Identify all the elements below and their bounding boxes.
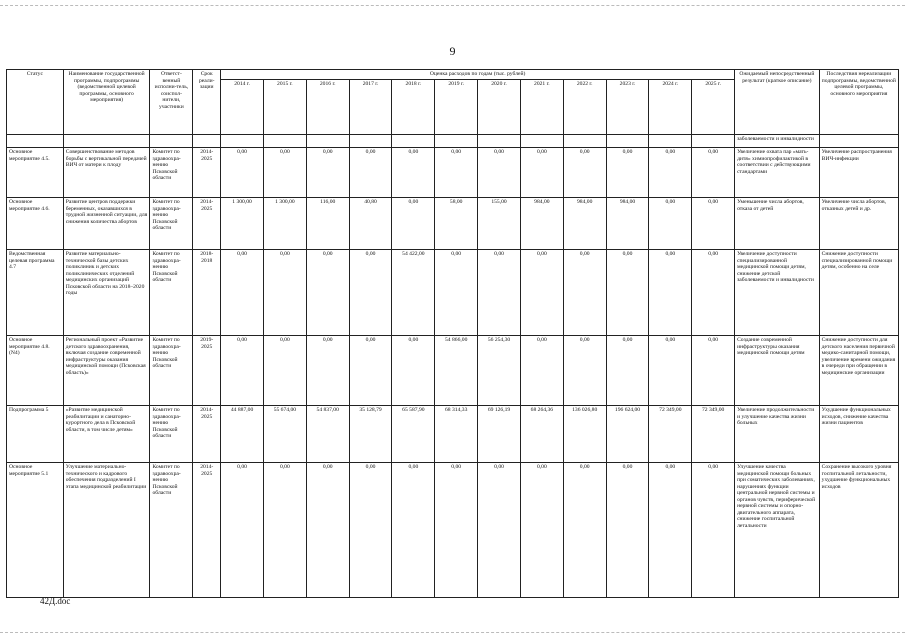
row-year-value: 0,00 xyxy=(349,148,392,198)
row-status: Подпрограмма 5 xyxy=(7,406,64,463)
row-year-value: 0,00 xyxy=(263,250,306,336)
header-year: 2020 г. xyxy=(478,80,521,135)
row-year-value: 54 866,00 xyxy=(435,336,478,406)
row-program-name: Развитие материально-технической базы детских поликлиник и детских поликлинических отделений медицинских организаций Псковской области на 2018–2020 годы xyxy=(63,250,150,336)
row-year-value: 0,00 xyxy=(392,198,435,250)
row-year-value: 0,00 xyxy=(563,463,606,598)
row-year-value: 0,00 xyxy=(478,148,521,198)
row-year-value: 0,00 xyxy=(263,336,306,406)
row-program-name: Совершенствование методов борьбы с вертикальной передачей ВИЧ от матери к плоду xyxy=(63,148,150,198)
row-year-value: 0,00 xyxy=(520,336,563,406)
table-row xyxy=(7,406,899,463)
row-year-value: 68 264,36 xyxy=(520,406,563,463)
row-term: 2014-2025 xyxy=(193,406,221,463)
row-year-value: 0,00 xyxy=(306,250,349,336)
row-year-value: 54 837,00 xyxy=(306,406,349,463)
row-year-value: 65 587,90 xyxy=(392,406,435,463)
header-consequences: Последствия нереализации подпрограммы, ведомственной целевой программы, основного мероприятия xyxy=(819,70,898,135)
header-year: 2024 г. xyxy=(649,80,692,135)
row-executor: Комитет по здравоохра-нению Псковской области xyxy=(150,406,193,463)
row-result: Создание современной инфраструктуры оказания медицинской помощи детям xyxy=(735,336,820,406)
row-consequences: Снижение доступности специализированной помощи детям, особенно на селе xyxy=(819,250,898,336)
row-year-value: 0,00 xyxy=(606,250,649,336)
row-result: Увеличение охвата пар «мать-дитя» химиопрофилактикой в соответствии с действующими стандартами xyxy=(735,148,820,198)
row-term: 2014-2025 xyxy=(193,463,221,598)
row-year-value: 984,00 xyxy=(606,198,649,250)
row-year-value: 0,00 xyxy=(221,250,264,336)
row-program-name: Улучшение материально-технического и кадрового обеспечения подразделений I этапа медицинской реабилитации xyxy=(63,463,150,598)
row-result: Увеличение продолжительности и улучшение качества жизни больных xyxy=(735,406,820,463)
row-year-value: 44 887,00 xyxy=(221,406,264,463)
row-consequences: Сохранение высокого уровня госпитальной летальности, ухудшение функциональных исходов xyxy=(819,463,898,598)
row-year-value: 0,00 xyxy=(392,463,435,598)
row-year-value: 0,00 xyxy=(435,250,478,336)
row-consequences: Снижение доступности для детского населения первичной медико-санитарной помощи, увеличение времени ожидания в очереди при обращении в медицинские организации xyxy=(819,336,898,406)
row-program-name: Развитие центров поддержки беременных, оказавшихся в трудной жизненной ситуации, для снижения количества абортов xyxy=(63,198,150,250)
row-consequences: Ухудшение функциональных исходов, снижение качества жизни пациентов xyxy=(819,406,898,463)
row-year-value: 0,00 xyxy=(221,148,264,198)
row-year-value: 0,00 xyxy=(349,250,392,336)
row-year-value: 0,00 xyxy=(478,250,521,336)
row-year-value: 984,00 xyxy=(563,198,606,250)
row-executor: Комитет по здравоохра-нению Псковской области xyxy=(150,336,193,406)
table-row xyxy=(7,463,899,598)
row-year-value: 54 422,00 xyxy=(392,250,435,336)
row-status: Основное мероприятие 5.1 xyxy=(7,463,64,598)
row-year-value: 72 349,00 xyxy=(649,406,692,463)
row-consequences: Увеличение числа абортов, отказных детей и др. xyxy=(819,198,898,250)
row-status: Основное мероприятие 4.8. (N4) xyxy=(7,336,64,406)
row-year-value: 0,00 xyxy=(649,198,692,250)
row-year-value: 0,00 xyxy=(692,198,735,250)
row-year-value: 0,00 xyxy=(349,463,392,598)
header-year: 2014 г. xyxy=(221,80,264,135)
row-executor: Комитет по здравоохра-нению Псковской области xyxy=(150,148,193,198)
row-executor: Комитет по здравоохра-нению Псковской области xyxy=(150,250,193,336)
row-year-value: 0,00 xyxy=(520,148,563,198)
row-year-value: 155,00 xyxy=(478,198,521,250)
row-year-value: 0,00 xyxy=(563,148,606,198)
row-program-name: «Развитие медицинской реабилитации и санаторно-курортного дела в Псковской области, в том числе детям» xyxy=(63,406,150,463)
header-year: 2018 г. xyxy=(392,80,435,135)
row-year-value: 0,00 xyxy=(478,463,521,598)
row-result: Увеличение доступности специализированной медицинской помощи детям, снижение детской заболеваемости и инвалидности xyxy=(735,250,820,336)
header-status: Статус xyxy=(7,70,64,135)
row-year-value: 58,00 xyxy=(435,198,478,250)
row-status: Основное мероприятие 4.6. xyxy=(7,198,64,250)
row-year-value: 68 314,33 xyxy=(435,406,478,463)
row-year-value: 69 126,19 xyxy=(478,406,521,463)
row-year-value: 0,00 xyxy=(435,463,478,598)
row-year-value: 0,00 xyxy=(306,463,349,598)
scan-top-edge xyxy=(0,5,905,6)
row-year-value: 0,00 xyxy=(520,250,563,336)
page-number: 9 xyxy=(449,44,456,58)
table-row xyxy=(7,250,899,336)
row-year-value: 0,00 xyxy=(692,148,735,198)
row-year-value: 984,00 xyxy=(520,198,563,250)
scan-bottom-edge xyxy=(0,632,905,633)
row-year-value: 136 026,80 xyxy=(563,406,606,463)
table-row xyxy=(7,198,899,250)
row-year-value: 0,00 xyxy=(520,463,563,598)
row-year-value: 0,00 xyxy=(392,148,435,198)
header-year: 2022 г. xyxy=(563,80,606,135)
row-year-value: 0,00 xyxy=(306,148,349,198)
header-year: 2017 г. xyxy=(349,80,392,135)
row-year-value: 0,00 xyxy=(649,336,692,406)
row-term: 2019-2025 xyxy=(193,336,221,406)
row-year-value: 55 674,00 xyxy=(263,406,306,463)
row-year-value: 0,00 xyxy=(692,463,735,598)
header-program-name: Наименование государственной программы, подпрограммы (ведомственной целевой программы, основного мероприятия) xyxy=(63,70,150,135)
row-term: 2014-2025 xyxy=(193,148,221,198)
table-row xyxy=(7,336,899,406)
row-program-name: Региональный проект «Развитие детского здравоохранения, включая создание современной инфраструктуры оказания медицинской помощи (Псковская область)» xyxy=(63,336,150,406)
row-year-value: 0,00 xyxy=(392,336,435,406)
row-year-value: 0,00 xyxy=(263,463,306,598)
row-year-value: 0,00 xyxy=(563,250,606,336)
row-year-value: 0,00 xyxy=(306,336,349,406)
row-year-value: 72 349,00 xyxy=(692,406,735,463)
row-year-value: 40,80 xyxy=(349,198,392,250)
header-result: Ожидаемый непосредственный результат (краткое описание) xyxy=(735,70,820,135)
row-year-value: 0,00 xyxy=(649,463,692,598)
row-year-value: 56 254,30 xyxy=(478,336,521,406)
row-status: Основное мероприятие 4.5. xyxy=(7,148,64,198)
row-year-value: 35 128,79 xyxy=(349,406,392,463)
carryover-text: заболеваемости и инвалидности xyxy=(735,135,820,148)
carryover-row xyxy=(7,135,899,148)
header-costs-title: Оценка расходов по годам (тыс. рублей) xyxy=(221,70,735,80)
row-year-value: 0,00 xyxy=(649,148,692,198)
row-consequences: Увеличение распространения ВИЧ-инфекции xyxy=(819,148,898,198)
row-year-value: 0,00 xyxy=(221,336,264,406)
row-year-value: 1 300,00 xyxy=(221,198,264,250)
row-year-value: 0,00 xyxy=(221,463,264,598)
header-year: 2023 г. xyxy=(606,80,649,135)
expenditure-table xyxy=(6,69,899,598)
row-term: 2018-2018 xyxy=(193,250,221,336)
row-year-value: 0,00 xyxy=(435,148,478,198)
row-year-value: 0,00 xyxy=(649,250,692,336)
row-executor: Комитет по здравоохра-нению Псковской области xyxy=(150,463,193,598)
row-year-value: 1 300,00 xyxy=(263,198,306,250)
header-year: 2021 г. xyxy=(520,80,563,135)
row-year-value: 0,00 xyxy=(692,336,735,406)
row-year-value: 0,00 xyxy=(606,336,649,406)
header-executor: Ответст-венный исполни-тель, соиспол-нители, участники xyxy=(150,70,193,135)
row-year-value: 0,00 xyxy=(606,148,649,198)
row-year-value: 0,00 xyxy=(606,463,649,598)
row-status: Ведомственная целевая программа 4.7 xyxy=(7,250,64,336)
row-executor: Комитет по здравоохра-нению Псковской области xyxy=(150,198,193,250)
row-year-value: 0,00 xyxy=(263,148,306,198)
row-year-value: 116,00 xyxy=(306,198,349,250)
row-result: Улучшение качества медицинской помощи больных при соматических заболеваниях, нарушениях функции центральной нервной системы и органов чувств, периферической нервной системы и опорно-двигательного аппарата, снижение госпитальной летальности xyxy=(735,463,820,598)
header-year: 2019 г. xyxy=(435,80,478,135)
header-year: 2025 г. xyxy=(692,80,735,135)
document-filename: 42Д.doc xyxy=(40,596,71,606)
row-term: 2014-2025 xyxy=(193,198,221,250)
header-year: 2016 г. xyxy=(306,80,349,135)
row-year-value: 0,00 xyxy=(563,336,606,406)
row-year-value: 196 624,00 xyxy=(606,406,649,463)
header-term: Срок реали-зации xyxy=(193,70,221,135)
row-year-value: 0,00 xyxy=(692,250,735,336)
table-row xyxy=(7,148,899,198)
row-year-value: 0,00 xyxy=(349,336,392,406)
row-result: Уменьшение числа абортов, отказа от детей xyxy=(735,198,820,250)
header-year: 2015 г. xyxy=(263,80,306,135)
